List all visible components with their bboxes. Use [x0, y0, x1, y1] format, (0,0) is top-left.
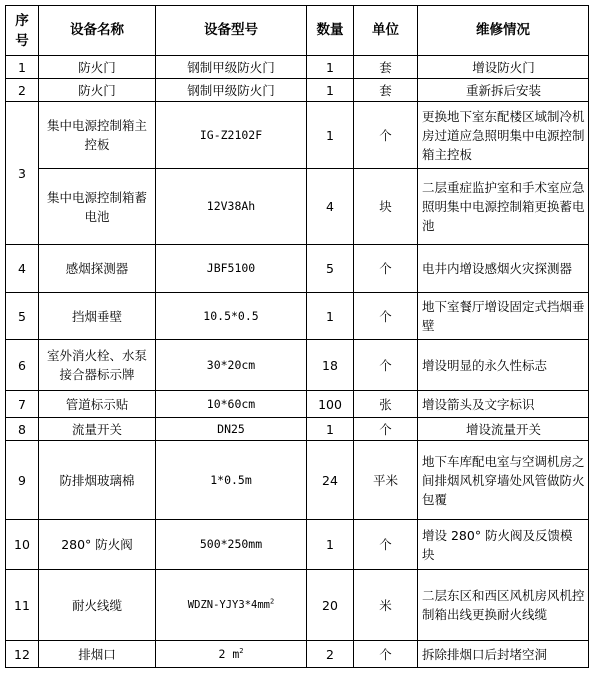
cell-desc: 重新拆后安装	[418, 79, 589, 102]
cell-no: 8	[6, 418, 39, 441]
cell-model: 500*250mm	[156, 520, 307, 570]
cell-unit: 米	[354, 570, 418, 641]
header-row	[6, 6, 589, 56]
equipment-repair-table	[5, 5, 589, 668]
cell-desc: 地下车库配电室与空调机房之间排烟风机穿墙处风管做防火包覆	[418, 441, 589, 520]
cell-qty: 1	[307, 293, 354, 340]
cell-desc: 更换地下室东配楼区域制冷机房过道应急照明集中电源控制箱主控板	[418, 102, 589, 169]
table-row	[6, 641, 589, 668]
cell-unit: 个	[354, 340, 418, 391]
cell-desc: 增设箭头及文字标识	[418, 391, 589, 418]
cell-name: 集中电源控制箱蓄电池	[39, 169, 156, 245]
cell-no: 12	[6, 641, 39, 668]
cell-qty: 24	[307, 441, 354, 520]
cell-desc: 二层东区和西区风机房风机控制箱出线更换耐火线缆	[418, 570, 589, 641]
cell-unit: 个	[354, 293, 418, 340]
cell-model: 30*20cm	[156, 340, 307, 391]
table-row	[6, 245, 589, 293]
cell-unit: 个	[354, 418, 418, 441]
cell-no: 5	[6, 293, 39, 340]
cell-no: 11	[6, 570, 39, 641]
cell-qty: 1	[307, 102, 354, 169]
cell-no: 2	[6, 79, 39, 102]
cell-qty: 1	[307, 79, 354, 102]
cell-name: 排烟口	[39, 641, 156, 668]
table-row	[6, 441, 589, 520]
cell-model: 10*60cm	[156, 391, 307, 418]
cell-desc: 增设防火门	[418, 56, 589, 79]
cell-no: 9	[6, 441, 39, 520]
table-row	[6, 79, 589, 102]
table-row	[6, 418, 589, 441]
cell-no: 10	[6, 520, 39, 570]
cell-unit: 张	[354, 391, 418, 418]
cell-model: IG-Z2102F	[156, 102, 307, 169]
cell-unit: 个	[354, 520, 418, 570]
cell-name: 防火门	[39, 79, 156, 102]
cell-no: 1	[6, 56, 39, 79]
header-name: 设备名称	[39, 6, 156, 56]
cell-model: 12V38Ah	[156, 169, 307, 245]
cell-unit: 个	[354, 102, 418, 169]
table-row	[6, 570, 589, 641]
cell-name: 防排烟玻璃棉	[39, 441, 156, 520]
cell-model	[156, 570, 307, 641]
cell-model: 1*0.5m	[156, 441, 307, 520]
cell-model: DN25	[156, 418, 307, 441]
cell-model: 钢制甲级防火门	[156, 79, 307, 102]
header-unit: 单位	[354, 6, 418, 56]
table-row	[6, 391, 589, 418]
header-qty: 数量	[307, 6, 354, 56]
header-model: 设备型号	[156, 6, 307, 56]
cell-qty: 100	[307, 391, 354, 418]
cell-name: 室外消火栓、水泵接合器标示牌	[39, 340, 156, 391]
table-row	[6, 102, 589, 169]
header-desc: 维修情况	[418, 6, 589, 56]
table-row	[6, 520, 589, 570]
model-text: 2 m	[218, 646, 240, 661]
cell-no: 6	[6, 340, 39, 391]
cell-qty: 1	[307, 56, 354, 79]
cell-name: 集中电源控制箱主控板	[39, 102, 156, 169]
table-row	[6, 293, 589, 340]
cell-desc: 拆除排烟口后封堵空洞	[418, 641, 589, 668]
cell-name: 流量开关	[39, 418, 156, 441]
header-no: 序号	[6, 6, 39, 56]
cell-model: 10.5*0.5	[156, 293, 307, 340]
model-superscript: 2	[239, 646, 244, 655]
cell-qty: 1	[307, 418, 354, 441]
cell-model: 钢制甲级防火门	[156, 56, 307, 79]
cell-name: 挡烟垂壁	[39, 293, 156, 340]
cell-name: 管道标示贴	[39, 391, 156, 418]
cell-desc: 增设流量开关	[418, 418, 589, 441]
cell-no: 7	[6, 391, 39, 418]
cell-no: 3	[6, 102, 39, 245]
cell-desc: 电井内增设感烟火灾探测器	[418, 245, 589, 293]
cell-model: JBF5100	[156, 245, 307, 293]
cell-unit: 套	[354, 79, 418, 102]
cell-desc: 地下室餐厅增设固定式挡烟垂壁	[418, 293, 589, 340]
cell-qty: 2	[307, 641, 354, 668]
cell-name: 280° 防火阀	[39, 520, 156, 570]
cell-qty: 5	[307, 245, 354, 293]
cell-no: 4	[6, 245, 39, 293]
cell-name: 耐火线缆	[39, 570, 156, 641]
table-row	[6, 169, 589, 245]
cell-unit: 个	[354, 641, 418, 668]
cell-name: 防火门	[39, 56, 156, 79]
cell-unit: 平米	[354, 441, 418, 520]
table-row	[6, 340, 589, 391]
cell-unit: 个	[354, 245, 418, 293]
cell-unit: 块	[354, 169, 418, 245]
cell-unit: 套	[354, 56, 418, 79]
cell-qty: 18	[307, 340, 354, 391]
cell-desc: 增设 280° 防火阀及反馈模块	[418, 520, 589, 570]
model-superscript: 2	[269, 597, 275, 605]
cell-desc: 增设明显的永久性标志	[418, 340, 589, 391]
cell-name: 感烟探测器	[39, 245, 156, 293]
cell-model	[156, 641, 307, 668]
cell-qty: 20	[307, 570, 354, 641]
cell-qty: 1	[307, 520, 354, 570]
cell-qty: 4	[307, 169, 354, 245]
table-row	[6, 56, 589, 79]
model-text: WDZN-YJY3*4mm	[187, 598, 270, 611]
cell-desc: 二层重症监护室和手术室应急照明集中电源控制箱更换蓄电池	[418, 169, 589, 245]
